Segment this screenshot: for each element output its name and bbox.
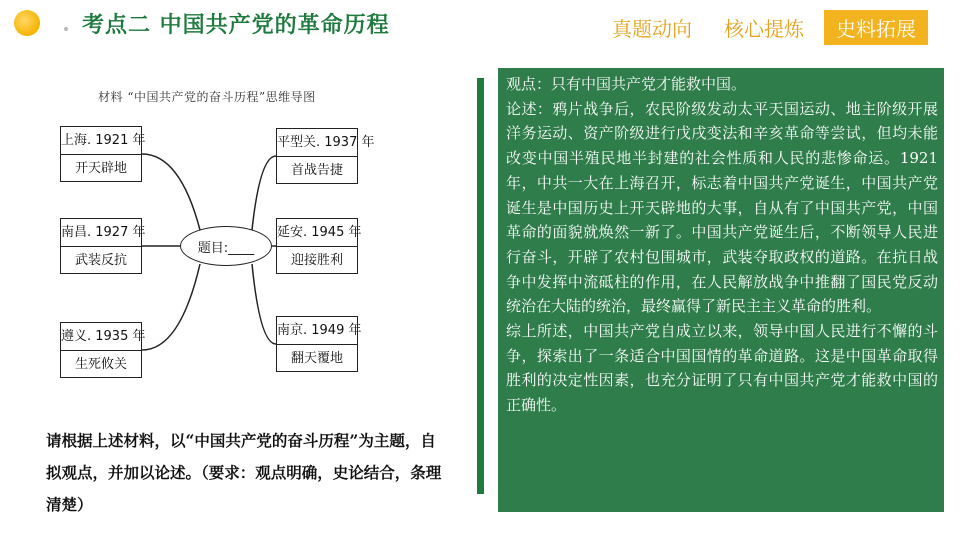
node-shanghai [60, 126, 146, 182]
answer-panel [498, 68, 944, 512]
node-event: 生死攸关 [74, 357, 127, 372]
section-tabs [592, 10, 928, 45]
answer-conclusion: 综上所述，中国共产党自成立以来，领导中国人民进行不懈的斗争，探索出了一条适合中国国情的革命道路。这是中国革命取得胜利的决定性因素，也充分证明了只有中国共产党才能救中国的正确性。 [506, 322, 938, 415]
answer-viewpoint: 观点：只有中国共产党才能救中国。 [506, 75, 747, 93]
mind-map-center: 题目:____ [180, 226, 272, 266]
page-title: 考点二 中国共产党的革命历程 [82, 13, 390, 38]
node-event: 首战告捷 [290, 163, 343, 178]
accent-divider [477, 78, 484, 494]
node-pingxingguan [276, 128, 375, 184]
node-nanjing [276, 316, 362, 372]
connector-pingxingguan [252, 156, 276, 230]
logo-circle-icon [14, 10, 40, 36]
answer-argument: 论述：鸦片战争后，农民阶级发动太平天国运动、地主阶级开展洋务运动、资产阶级进行戊戌变法和辛亥革命等尝试，但均未能改变中国半殖民地半封建的社会性质和人民的悲惨命运。1921年，中共一大在上海召开，标志着中国共产党诞生，中国共产党诞生是中国历史上开天辟地的大事，自从有了中国共产党，中国革命的面貌就焕然一新了。中国共产党诞生后，不断领导人民进行奋斗，开辟了农村包围城市，武装夺取政权的道路。在抗日战争中发挥中流砥柱的作用，在人民解放战争中推翻了国民党反动统治在大陆的统治，最终赢得了新民主主义革命的胜利。 [506, 99, 938, 316]
node-nanchang [60, 218, 146, 274]
node-yanan [276, 218, 362, 274]
node-place: 遵义. 1935 年 [61, 323, 141, 351]
node-place: 平型关. 1937 年 [277, 129, 357, 157]
connector-nanjing [252, 264, 276, 344]
logo-dot-icon [64, 27, 68, 31]
connector-shanghai [142, 154, 200, 230]
tab-historical-materials[interactable]: 史料拓展 [824, 10, 928, 45]
node-place: 南京. 1949 年 [277, 317, 357, 345]
mind-map [60, 110, 390, 400]
node-place: 上海. 1921 年 [61, 127, 141, 155]
tab-core-points[interactable]: 核心提炼 [724, 17, 804, 41]
node-event: 迎接胜利 [290, 253, 343, 268]
node-place: 延安. 1945 年 [277, 219, 357, 247]
node-place: 南昌. 1927 年 [61, 219, 141, 247]
node-zunyi [60, 322, 146, 378]
question-text: 请根据上述材料，以“中国共产党的奋斗历程”为主题，自拟观点，并加以论述。（要求：观点明确，史论结合，条理清楚） [46, 431, 442, 514]
node-event: 武装反抗 [74, 253, 127, 268]
node-event: 开天辟地 [74, 161, 127, 176]
material-caption: 材料 “中国共产党的奋斗历程”思维导图 [98, 90, 316, 104]
tab-exam-trends[interactable]: 真题动向 [612, 17, 692, 41]
connector-zunyi [142, 264, 200, 350]
node-event: 翻天覆地 [290, 351, 343, 366]
